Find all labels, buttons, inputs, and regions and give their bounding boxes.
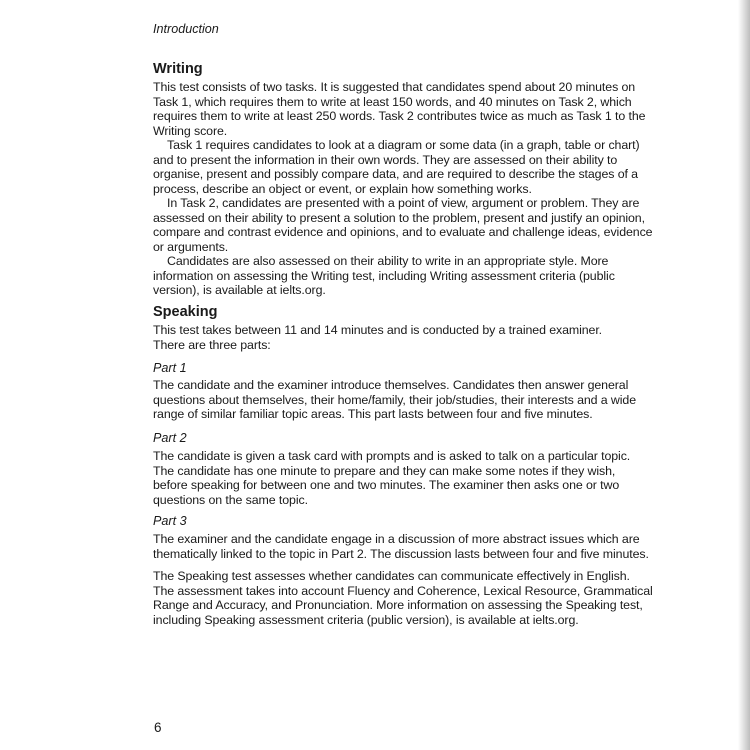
text-line: Writing score. xyxy=(153,123,228,138)
part-3-body xyxy=(153,532,649,561)
text-line: Task 1 requires candidates to look at a diagram or some data (in a graph, table or chart) xyxy=(167,138,640,152)
text-line: This test consists of two tasks. It is suggested that candidates spend about 20 minutes on xyxy=(153,80,636,94)
speaking-heading: Speaking xyxy=(153,304,218,320)
speaking-intro xyxy=(153,323,633,352)
text-line: questions on the same topic. xyxy=(153,492,308,507)
text-line: questions about themselves, their home/family, their job/studies, their interests and a wide xyxy=(153,392,637,407)
writing-paragraph xyxy=(153,196,653,254)
speaking-closing-paragraph xyxy=(153,569,653,627)
text-line: information on assessing the Writing test, including Writing assessment criteria (public xyxy=(153,268,615,283)
text-line: process, describe an object or event, or explain how something works. xyxy=(153,181,532,196)
part-2-title: Part 2 xyxy=(153,431,187,445)
writing-body xyxy=(153,80,653,298)
text-line: requires them to write at least 250 words. Task 2 contributes twice as much as Task 1 to the xyxy=(153,109,646,123)
part-3-title: Part 3 xyxy=(153,514,187,528)
part-2-body xyxy=(153,449,633,507)
writing-paragraph xyxy=(153,138,640,196)
writing-heading: Writing xyxy=(153,61,203,77)
text-line: including Speaking assessment criteria (public version), is available at ielts.org. xyxy=(153,612,579,627)
text-line: The assessment takes into account Fluency and Coherence, Lexical Resource, Grammatical xyxy=(153,583,653,598)
text-line: The candidate and the examiner introduce themselves. Candidates then answer general xyxy=(153,378,629,392)
text-line: Task 1, which requires them to write at least 150 words, and 40 minutes on Task 2, which xyxy=(153,94,632,109)
text-line: before speaking for between one and two minutes. The examiner then asks one or two xyxy=(153,478,620,492)
text-line: Range and Accuracy, and Pronunciation. More information on assessing the Speaking test, xyxy=(153,598,643,612)
page-number: 6 xyxy=(154,720,162,735)
text-line: compare and contrast evidence and opinions, and to evaluate and challenge ideas, evidence xyxy=(153,225,653,239)
running-header: Introduction xyxy=(153,22,219,36)
text-line: The candidate has one minute to prepare and they can make some notes if they wish, xyxy=(153,463,616,478)
text-line: assessed on their ability to present a solution to the problem, present and justify an opinion, xyxy=(153,210,645,225)
text-line: thematically linked to the topic in Part 2. The discussion lasts between four and five minutes. xyxy=(153,546,649,561)
text-line: range of similar familiar topic areas. This part lasts between four and five minutes. xyxy=(153,407,593,421)
text-line: The examiner and the candidate engage in a discussion of more abstract issues which are xyxy=(153,532,640,546)
text-line: and to present the information in their own words. They are assessed on their ability to xyxy=(153,152,618,167)
page-edge-shadow xyxy=(738,0,750,750)
text-line: version), is available at ielts.org. xyxy=(153,283,326,297)
writing-paragraph xyxy=(153,80,646,138)
part-1-body xyxy=(153,378,637,422)
text-line: There are three parts: xyxy=(153,337,271,352)
text-line: or arguments. xyxy=(153,239,229,254)
text-line: Candidates are also assessed on their ability to write in an appropriate style. More xyxy=(167,254,609,268)
writing-paragraph xyxy=(153,254,633,298)
text-line: The candidate is given a task card with prompts and is asked to talk on a particular topic. xyxy=(153,449,631,463)
part-1-title: Part 1 xyxy=(153,361,187,375)
text-line: organise, present and possibly compare data, and are required to describe the stages of a xyxy=(153,167,638,181)
text-line: This test takes between 11 and 14 minutes and is conducted by a trained examiner. xyxy=(153,323,603,337)
text-line: In Task 2, candidates are presented with a point of view, argument or problem. They are xyxy=(167,196,640,210)
text-line: The Speaking test assesses whether candidates can communicate effectively in English. xyxy=(153,569,630,583)
